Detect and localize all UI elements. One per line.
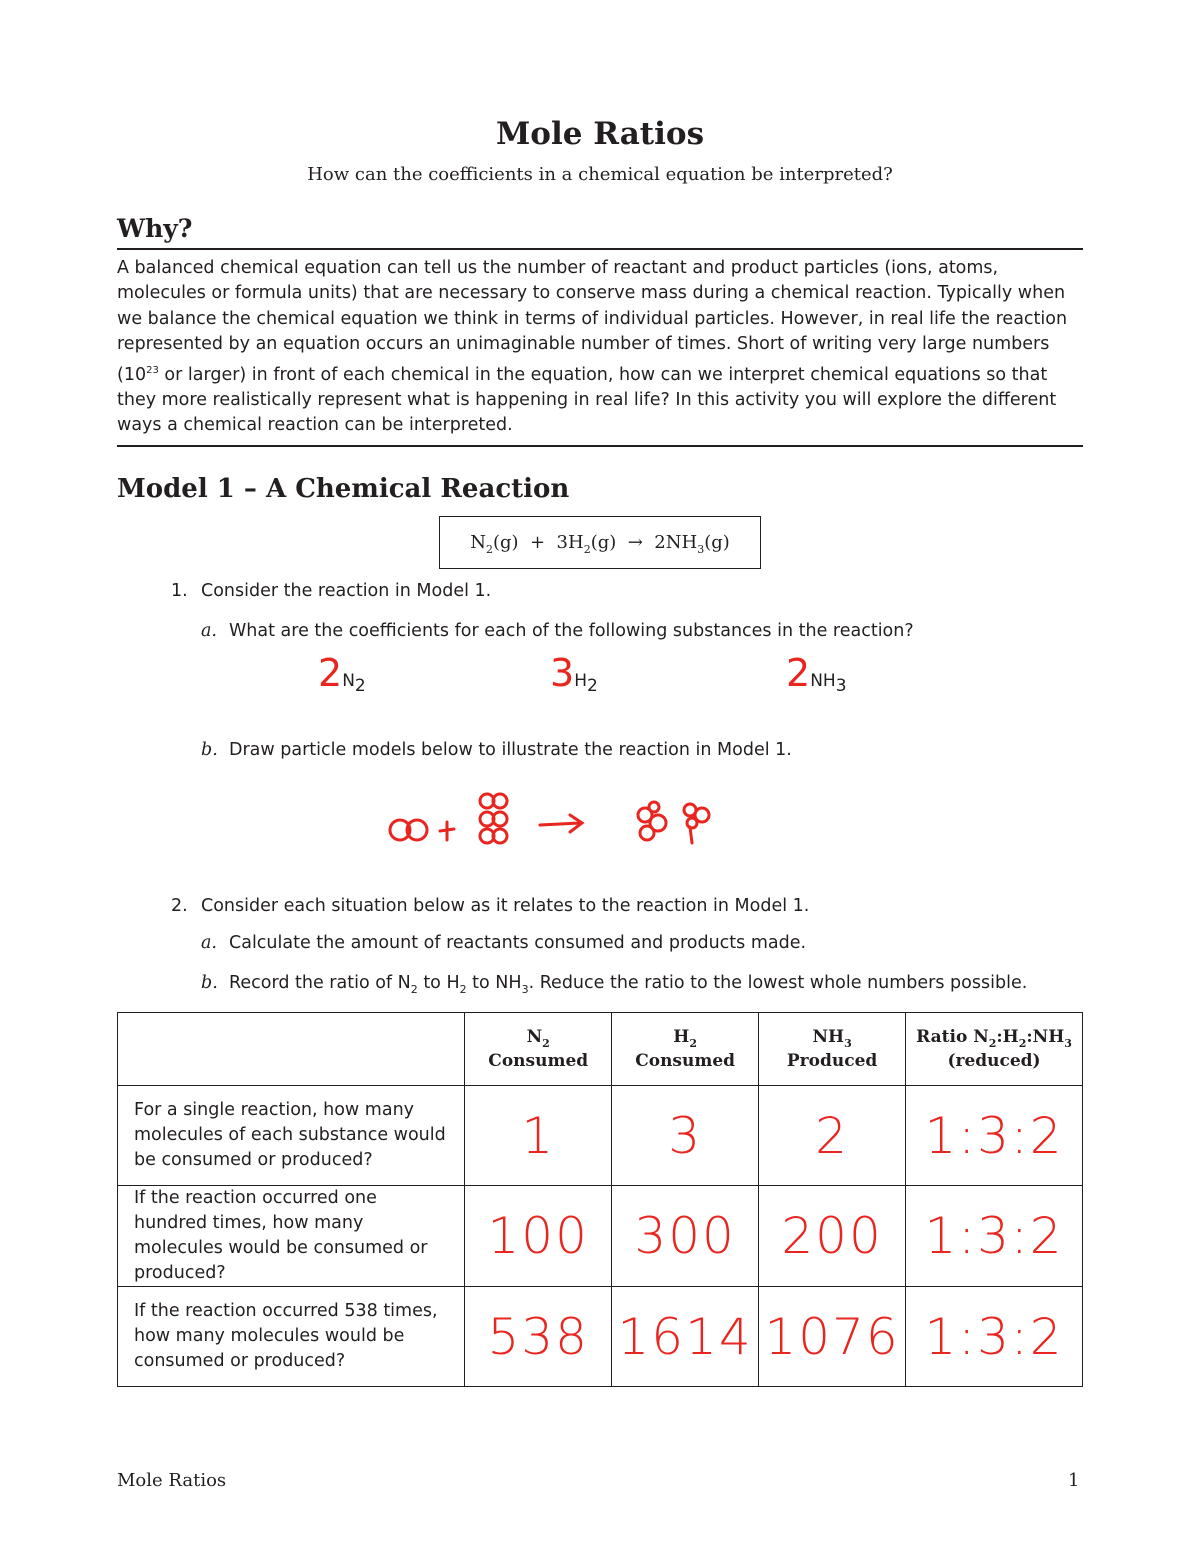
question-2-text: Consider each situation below as it relates to the reaction in Model 1. (201, 896, 810, 916)
intro-paragraph: A balanced chemical equation can tell us the number of reactant and product particles (ions, atoms, molecules or formula units) that are necessary to conserve mass during a chemical reaction. Typically when we balance the chemical equation we think in terms of individual particles. However, in real life the reaction represented by an equation occurs an unimaginable number of times. Short of writing very large numbers ($10^{23}$ or larger) in front of each chemical in the equation, how can we interpret chemical equations so that they more realistically represent what is happening in real life? In this activity you will explore the different ways a chemical reaction can be interpreted. (117, 258, 1068, 436)
cell-ratio: 1:3:2 (906, 1287, 1083, 1387)
question-1a-letter: a. (201, 621, 217, 641)
page-subtitle: How can the coefficients in a chemical equation be interpreted? (307, 164, 893, 185)
cell-nh3: 1076 (759, 1287, 906, 1387)
nh3-particle-atom (649, 802, 659, 812)
cell-h2: 1614 (612, 1287, 759, 1387)
divider (117, 445, 1083, 447)
model-heading: Model 1 – A Chemical Reaction (117, 474, 570, 504)
cell-ratio: 1:3:2 (906, 1186, 1083, 1287)
row-question: For a single reaction, how many molecules of each substance would be consumed or produced? (118, 1086, 465, 1186)
equation-box (439, 516, 761, 569)
nh3-particle-atom (640, 826, 654, 840)
cell-nh3: 200 (759, 1186, 906, 1287)
handwritten-answer: 2 (318, 651, 343, 695)
header-nh3-produced: $NH_3$ Produced (759, 1013, 906, 1086)
page-title: Mole Ratios (495, 116, 705, 152)
table-row (118, 1186, 1083, 1287)
why-heading: Why? (117, 214, 193, 243)
cell-nh3: 2 (759, 1086, 906, 1186)
table-header-row (118, 1013, 1083, 1086)
handwritten-answer: 2 (786, 651, 811, 695)
question-1a-text: What are the coefficients for each of the following substances in the reaction? (229, 621, 914, 641)
cell-n2: 538 (465, 1287, 612, 1387)
cell-n2: 1 (465, 1086, 612, 1186)
species-nh3: 2NH3 (786, 651, 847, 696)
cell-n2: 100 (465, 1186, 612, 1287)
header-blank (118, 1013, 465, 1086)
cell-h2: 3 (612, 1086, 759, 1186)
cell-ratio: 1:3:2 (906, 1086, 1083, 1186)
question-2b-text: Record the ratio of $N_2$ to $H_2$ to $NH_3$. Reduce the ratio to the lowest whole numbers possible. (229, 973, 1028, 996)
species-h2: 3H2 (550, 651, 598, 696)
header-n2-consumed: $N_2$ Consumed (465, 1013, 612, 1086)
reaction-arrow (540, 815, 582, 832)
header-ratio: Ratio $N_2:H_2:NH_3$ (reduced) (906, 1013, 1083, 1086)
plus-sign (440, 822, 454, 840)
header-h2-consumed: $H_2$ Consumed (612, 1013, 759, 1086)
question-1b-letter: b. (201, 740, 218, 760)
particle-model-drawing (370, 785, 730, 865)
mole-ratio-table (117, 1012, 1083, 1387)
question-2a-text: Calculate the amount of reactants consumed and products made. (229, 933, 807, 953)
handwritten-answer: 3 (550, 651, 575, 695)
table-row (118, 1287, 1083, 1387)
question-2-number: 2. (171, 896, 188, 916)
row-question: If the reaction occurred one hundred times, how many molecules would be consumed or produced? (118, 1186, 465, 1287)
question-1-number: 1. (171, 581, 188, 601)
nh3-particle-atom (687, 818, 697, 828)
question-1b-text: Draw particle models below to illustrate the reaction in Model 1. (229, 740, 792, 760)
question-2b-letter: b. (201, 973, 218, 993)
cell-h2: 300 (612, 1186, 759, 1287)
row-question: If the reaction occurred 538 times, how many molecules would be consumed or produced? (118, 1287, 465, 1387)
page-number: 1 (1068, 1470, 1080, 1491)
footer-title: Mole Ratios (117, 1470, 227, 1491)
question-2a-letter: a. (201, 933, 217, 953)
equation: $N_2(g) + 3H_2(g) \to 2NH_3(g)$ (470, 532, 730, 556)
table-row (118, 1086, 1083, 1186)
nh3-bond (690, 827, 692, 843)
species-n2: 2N2 (318, 651, 366, 696)
divider (117, 248, 1083, 250)
question-1-text: Consider the reaction in Model 1. (201, 581, 492, 601)
